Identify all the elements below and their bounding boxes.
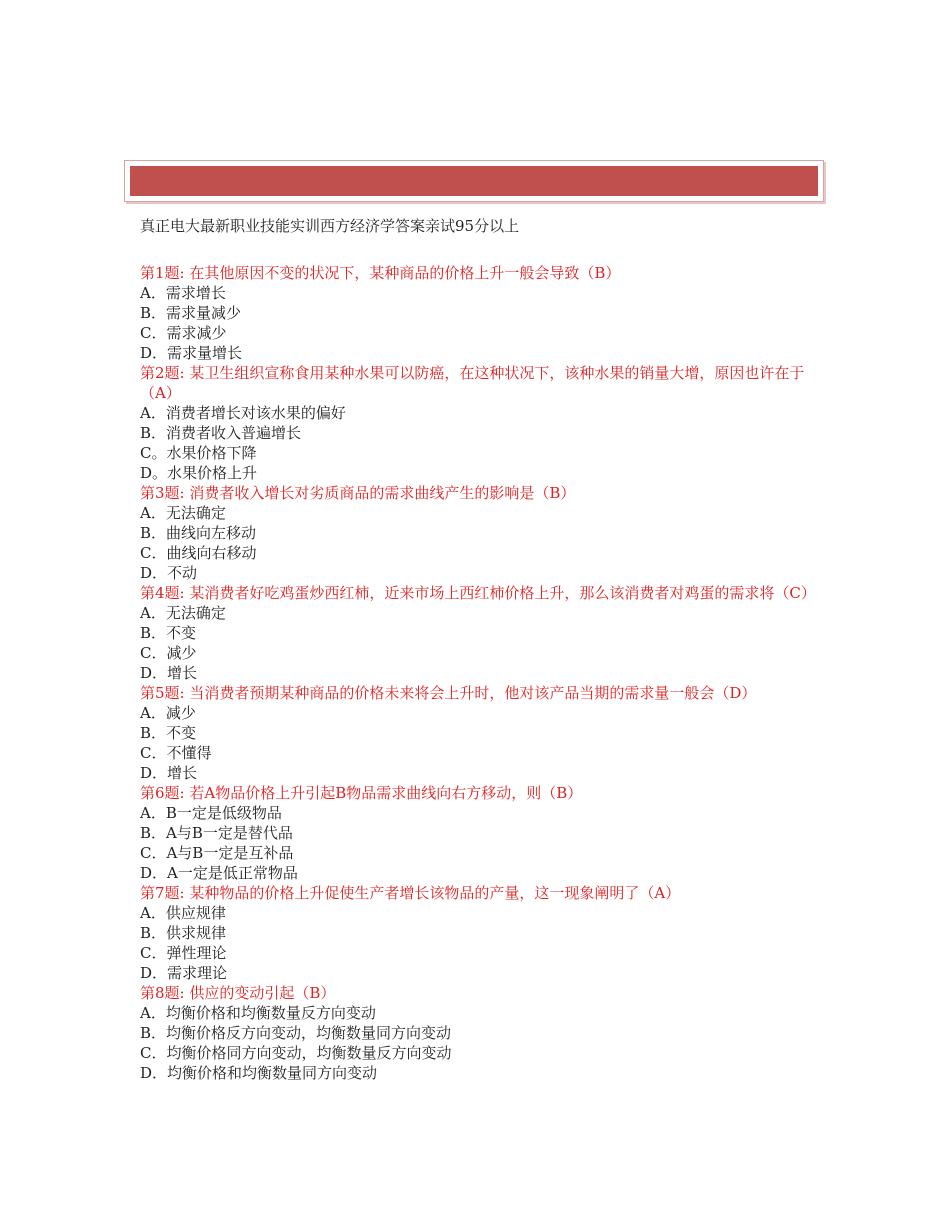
answer-option: D．不动 xyxy=(140,564,198,582)
answer-option: A．消费者增长对该水果的偏好 xyxy=(140,404,346,422)
question-block-7 xyxy=(140,883,812,983)
question-block-8 xyxy=(140,983,812,1083)
question-text: 第8题: 供应的变动引起（B） xyxy=(140,984,336,1002)
answer-option: D。水果价格上升 xyxy=(140,464,258,482)
answer-option: B．供求规律 xyxy=(140,924,227,942)
answer-option: B．A与B一定是替代品 xyxy=(140,824,293,842)
answer-option: C．减少 xyxy=(140,644,197,662)
question-text: 第2题: 某卫生组织宣称食用某种水果可以防癌，在这种状况下，该种水果的销量大增，原因也许在于（A） xyxy=(140,364,805,402)
question-text: 第6题: 若A物品价格上升引起B物品需求曲线向右方移动，则（B） xyxy=(140,784,583,802)
answer-option: B．曲线向左移动 xyxy=(140,524,257,542)
answer-option: A．供应规律 xyxy=(140,904,226,922)
question-block-1 xyxy=(140,263,812,363)
question-block-3 xyxy=(140,483,812,583)
question-block-6 xyxy=(140,783,812,883)
answer-option: A．均衡价格和均衡数量反方向变动 xyxy=(140,1004,376,1022)
answer-option: A．无法确定 xyxy=(140,604,226,622)
header-banner-bar xyxy=(130,166,818,196)
answer-option: B．不变 xyxy=(140,624,197,642)
answer-option: A．需求增长 xyxy=(140,284,226,302)
answer-option: A．B一定是低级物品 xyxy=(140,804,282,822)
question-block-2 xyxy=(140,363,812,483)
answer-option: C。水果价格下降 xyxy=(140,444,257,462)
answer-option: C．需求减少 xyxy=(140,324,227,342)
answer-option: C．均衡价格同方向变动，均衡数量反方向变动 xyxy=(140,1044,452,1062)
document-title: 真正电大最新职业技能实训西方经济学答案亲试95分以上 xyxy=(140,217,520,235)
answer-option: D．A一定是低正常物品 xyxy=(140,864,298,882)
answer-option: D．需求量增长 xyxy=(140,344,243,362)
answer-option: D．需求理论 xyxy=(140,964,228,982)
answer-option: D．增长 xyxy=(140,764,198,782)
question-text: 第5题: 当消费者预期某种商品的价格未来将会上升时，他对该产品当期的需求量一般会（D） xyxy=(140,684,757,702)
header-banner xyxy=(124,160,824,202)
question-text: 第4题: 某消费者好吃鸡蛋炒西红柿，近来市场上西红柿价格上升，那么该消费者对鸡蛋的需求将（C） xyxy=(140,584,816,602)
answer-option: C．曲线向右移动 xyxy=(140,544,257,562)
answer-option: C．弹性理论 xyxy=(140,944,227,962)
question-text: 第7题: 某种物品的价格上升促使生产者增长该物品的产量，这一现象阐明了（A） xyxy=(140,884,681,902)
answer-option: D．增长 xyxy=(140,664,198,682)
answer-option: D．均衡价格和均衡数量同方向变动 xyxy=(140,1064,378,1082)
answer-option: B．需求量减少 xyxy=(140,304,242,322)
answer-option: C．不懂得 xyxy=(140,744,212,762)
question-text: 第1题: 在其他原因不变的状况下，某种商品的价格上升一般会导致（B） xyxy=(140,264,621,282)
question-block-5 xyxy=(140,683,812,783)
answer-option: B．均衡价格反方向变动，均衡数量同方向变动 xyxy=(140,1024,452,1042)
answer-option: A．减少 xyxy=(140,704,196,722)
question-text: 第3题: 消费者收入增长对劣质商品的需求曲线产生的影响是（B） xyxy=(140,484,576,502)
answer-option: B．不变 xyxy=(140,724,197,742)
answer-option: B．消费者收入普遍增长 xyxy=(140,424,302,442)
answer-option: A．无法确定 xyxy=(140,504,226,522)
answer-option: C．A与B一定是互补品 xyxy=(140,844,294,862)
question-list xyxy=(140,263,816,1083)
question-block-4 xyxy=(140,583,816,683)
